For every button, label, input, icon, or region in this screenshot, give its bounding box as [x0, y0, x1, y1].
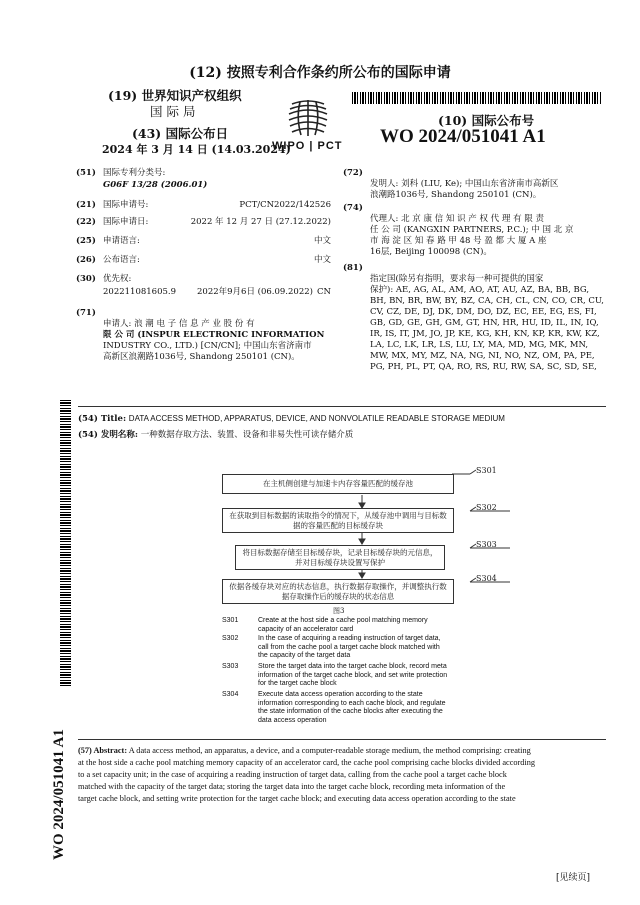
legend-text: Create at the host side a cache pool matching memory capacity of an accelerator card: [258, 617, 428, 633]
states-line: 指定国(除另有指明，要求每一种可提供的国家: [370, 274, 544, 284]
priority-country: CN: [317, 287, 331, 297]
flow-label-s304: S304: [476, 574, 497, 583]
states-line: CV, CZ, DE, DJ, DK, DM, DO, DZ, EC, EE, EG, ES, FI,: [370, 307, 597, 317]
legend-item: [222, 691, 452, 727]
legend-text: Store the target data into the target cache block, record meta information of the target cache block, and set write protection for the target cache block: [258, 663, 448, 687]
field-51-value: G06F 13/28 (2006.01): [103, 180, 208, 190]
inventor-line: 浪潮路1036号, Shandong 250101 (CN)。: [370, 190, 542, 200]
org-name: 世界知识产权组织: [141, 88, 242, 103]
continued-note: [见续页]: [556, 873, 591, 883]
legend-item: [222, 617, 452, 635]
states-line: GB, GD, GE, GH, GM, GT, HN, HR, HU, ID, IL, IN, IQ,: [370, 318, 599, 328]
applicant-line: 限 公 司 (INSPUR ELECTRONIC INFORMATION: [103, 330, 325, 340]
field-25-label: 申请语言:: [103, 236, 140, 246]
flow-step-s301: 在主机侧创建与加速卡内存容量匹配的缓存池: [222, 474, 454, 494]
flow-label-s303: S303: [476, 540, 497, 549]
document-title: (12) 按照专利合作条约所公布的国际申请: [189, 65, 451, 81]
field-51-code: (51): [76, 168, 96, 178]
field-81-code: (81): [343, 263, 363, 273]
field-71-code: (71): [76, 308, 96, 318]
title-en: DATA ACCESS METHOD, APPARATUS, DEVICE, AND NONVOLATILE READABLE STORAGE MEDIUM: [128, 414, 505, 423]
states-line: LA, LC, LK, LR, LS, LU, LY, MA, MD, MG, MK, MN,: [370, 340, 589, 350]
states-line: PG, PH, PL, PT, QA, RO, RS, RU, RW, SA, SC, SD, SE,: [370, 362, 597, 372]
priority-number: 202211081605.9: [103, 287, 177, 297]
states-line: IR, IS, IT, JM, JO, JP, KE, KG, KH, KN, KP, KR, KW, KZ,: [370, 329, 600, 339]
applicant-line: INDUSTRY CO., LTD.) [CN/CN]; 中国山东省济南市: [103, 341, 312, 351]
divider: [78, 739, 606, 740]
agent-line: 任 公 司 (KANGXIN PARTNERS, P.C.); 中 国 北 京: [370, 225, 574, 235]
agent-line: 代理人: 北 京 康 信 知 识 产 权 代 理 有 限 责: [370, 214, 544, 224]
pubdate-value: 2024 年 3 月 14 日 (14.03.2024): [102, 143, 291, 156]
legend-text: Execute data access operation according to the state information corresponding to each cache block, and regulate the state information of the cache blocks after executing the data access operation: [258, 691, 446, 724]
figure-legend: [222, 617, 452, 732]
priority-date: 2022年9月6日 (06.09.2022): [197, 287, 313, 297]
flow-step-s304: 依据各缓存块对应的状态信息，执行数据存取操作，并调整执行数据存取操作后的缓存块的状态信息: [222, 579, 454, 604]
field-25-value: 中文: [313, 236, 331, 246]
applicant-line: 申请人: 浪 潮 电 子 信 息 产 业 股 份 有: [103, 319, 255, 329]
field-30-code: (30): [76, 274, 96, 284]
field-22-code: (22): [76, 217, 96, 227]
flow-step-s303: 将目标数据存储至目标缓存块，记录目标缓存块的元信息，并对目标缓存块设置写保护: [235, 545, 445, 570]
abstract-line: A data access method, an apparatus, a device, and a computer-readable storage medium, the method comprising: creating: [128, 746, 531, 755]
org-code: (19): [108, 88, 138, 103]
legend-item: [222, 635, 452, 662]
flow-label-s301: S301: [476, 466, 497, 475]
applicant-line: 高新区浪潮路1036号, Shandong 250101 (CN)。: [103, 352, 300, 362]
side-publication-number: WO 2024/051041 A1: [51, 729, 67, 860]
flow-step-s302: 在获取到目标数据的读取指令的情况下，从缓存池中调用与目标数据的容量匹配的目标缓存块: [222, 508, 454, 533]
pubdate-code: (43): [132, 126, 162, 141]
legend-code: S301: [222, 617, 239, 624]
field-74-code: (74): [343, 203, 363, 213]
flow-label-s302: S302: [476, 503, 497, 512]
field-22-value: 2022 年 12 月 27 日 (27.12.2022): [190, 217, 331, 227]
field-51-label: 国际专利分类号:: [103, 168, 166, 178]
abstract-line: at the host side a cache pool matching memory capacity of an accelerator card, the cache pool comprising cache blocks divided according: [78, 758, 536, 767]
abstract: [78, 745, 608, 805]
legend-text: In the case of acquiring a reading instruction of target data, call from the cache pool a target cache block matched with the capacity of the target data: [258, 635, 441, 659]
agent-line: 市 海 淀 区 知 春 路 甲 48 号 盈 都 大 厦 A 座: [370, 236, 547, 246]
inventor-line: 发明人: 刘科 (LIU, Ke); 中国山东省济南市高新区: [370, 179, 559, 189]
abstract-label: (57) Abstract:: [78, 746, 128, 755]
abstract-line: matched with the capacity of the target data; storing the target data into the target cache block, recording meta information of the: [78, 782, 506, 791]
pubdate-label: 国际公布日: [165, 126, 229, 141]
states-line: BH, BN, BR, BW, BY, BZ, CA, CH, CL, CN, CO, CR, CU,: [370, 296, 604, 306]
org-sub: 国 际 局: [150, 104, 196, 119]
field-26-value: 中文: [313, 255, 331, 265]
field-21-value: PCT/CN2022/142526: [239, 200, 331, 210]
field-21-code: (21): [76, 200, 96, 210]
figure-caption: 图3: [333, 607, 345, 615]
legend-code: S303: [222, 663, 239, 670]
abstract-line: target cache block, and setting write protection for the target cache block; and executing data access operation according to the state: [78, 794, 516, 803]
abstract-line: to a set capacity unit; in the case of acquiring a reading instruction of target data, calling from the cache pool a target cache block: [78, 770, 507, 779]
title-zh-code: (54) 发明名称:: [78, 430, 138, 440]
wipo-logo-text: WIPO | PCT: [272, 140, 343, 152]
field-22-label: 国际申请日:: [103, 217, 149, 227]
field-30-label: 优先权:: [103, 274, 132, 284]
field-21-label: 国际申请号:: [103, 200, 149, 210]
field-26-label: 公布语言:: [103, 255, 140, 265]
agent-line: 16层, Beijing 100098 (CN)。: [370, 247, 492, 257]
pubno-value: WO 2024/051041 A1: [380, 126, 546, 147]
states-line: 保护): AE, AG, AL, AM, AO, AT, AU, AZ, BA, BB, BG,: [370, 285, 590, 295]
field-72-code: (72): [343, 168, 363, 178]
pubno-label: 国际公布号: [471, 113, 535, 128]
title-zh: 一种数据存取方法、装置、设备和非易失性可读存储介质: [140, 430, 354, 440]
title-en-code: (54) Title:: [78, 414, 127, 424]
legend-item: [222, 663, 452, 690]
field-25-code: (25): [76, 236, 96, 246]
field-26-code: (26): [76, 255, 96, 265]
legend-code: S302: [222, 635, 239, 642]
legend-code: S304: [222, 691, 239, 698]
states-line: MW, MX, MY, MZ, NA, NG, NI, NO, NZ, OM, PA, PE,: [370, 351, 595, 361]
pubno-code: (10): [438, 113, 468, 128]
